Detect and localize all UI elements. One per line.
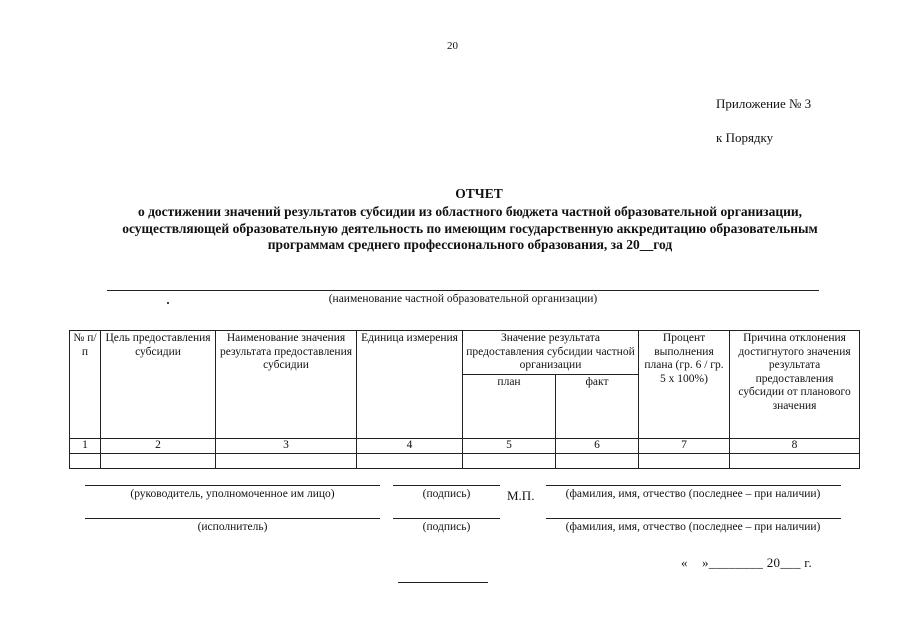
empty-cell: [463, 453, 556, 468]
empty-cell: [639, 453, 730, 468]
document-title: ОТЧЕТ: [455, 186, 503, 201]
header-value-group: Значение результата предоставления субсидии частной организации: [463, 331, 639, 375]
header-fact: факт: [556, 374, 639, 438]
fio-line: [546, 485, 841, 486]
head-caption: (руководитель, уполномоченное им лицо): [130, 488, 335, 500]
subtitle-line: программам среднего профессионального образования, за 20__год: [267, 237, 673, 252]
signature-line-2: [393, 518, 500, 519]
column-number: 7: [639, 438, 730, 453]
order-label: к Порядку: [716, 130, 774, 145]
empty-cell: [730, 453, 860, 468]
empty-cell: [70, 453, 101, 468]
document-subtitle: [70, 204, 870, 254]
empty-cell: [216, 453, 357, 468]
empty-cell: [101, 453, 216, 468]
header-goal: Цель предоставления субсидии: [101, 331, 216, 439]
header-reason: Причина отклонения достигнутого значения результата предоставления субсидии от планового значения: [730, 331, 860, 439]
executor-line: [85, 518, 380, 519]
page-number: 20: [447, 40, 458, 52]
fio-caption: (фамилия, имя, отчество (последнее – при наличии): [565, 488, 821, 500]
organization-name-caption: (наименование частной образовательной организации): [328, 293, 598, 305]
signature-caption: (подпись): [422, 488, 471, 500]
empty-cell: [357, 453, 463, 468]
appendix-label: Приложение № 3: [716, 96, 812, 111]
header-num: № п/п: [70, 331, 101, 439]
column-number: 8: [730, 438, 860, 453]
column-number: 3: [216, 438, 357, 453]
fio-caption-2: (фамилия, имя, отчество (последнее – при наличии): [565, 521, 821, 533]
header-unit: Единица измерения: [357, 331, 463, 439]
header-percent: Процент выполнения плана (гр. 6 / гр. 5 х 100%): [639, 331, 730, 439]
executor-caption: (исполнитель): [197, 521, 268, 533]
organization-name-line: [107, 290, 819, 291]
date-line: « »________ 20___ г.: [681, 555, 813, 570]
head-signature-line: [85, 485, 380, 486]
bottom-line: [398, 582, 488, 583]
column-number: 5: [463, 438, 556, 453]
column-number: 2: [101, 438, 216, 453]
subtitle-line: о достижении значений результатов субсидии из областного бюджета частной образовательной организации,: [137, 204, 803, 219]
header-result-name: Наименование значения результата предоставления субсидии: [216, 331, 357, 439]
subtitle-line: осуществляющей образовательную деятельность по имеющим государственную аккредитацию образовательным: [122, 220, 818, 236]
column-number: 6: [556, 438, 639, 453]
header-plan: план: [463, 374, 556, 438]
signature-caption-2: (подпись): [422, 521, 471, 533]
fio-line-2: [546, 518, 841, 519]
empty-cell: [556, 453, 639, 468]
stamp-place-label: М.П.: [507, 488, 535, 503]
report-table: [69, 330, 860, 469]
stray-dot: [167, 302, 169, 304]
column-number: 1: [70, 438, 101, 453]
signature-line: [393, 485, 500, 486]
column-number: 4: [357, 438, 463, 453]
